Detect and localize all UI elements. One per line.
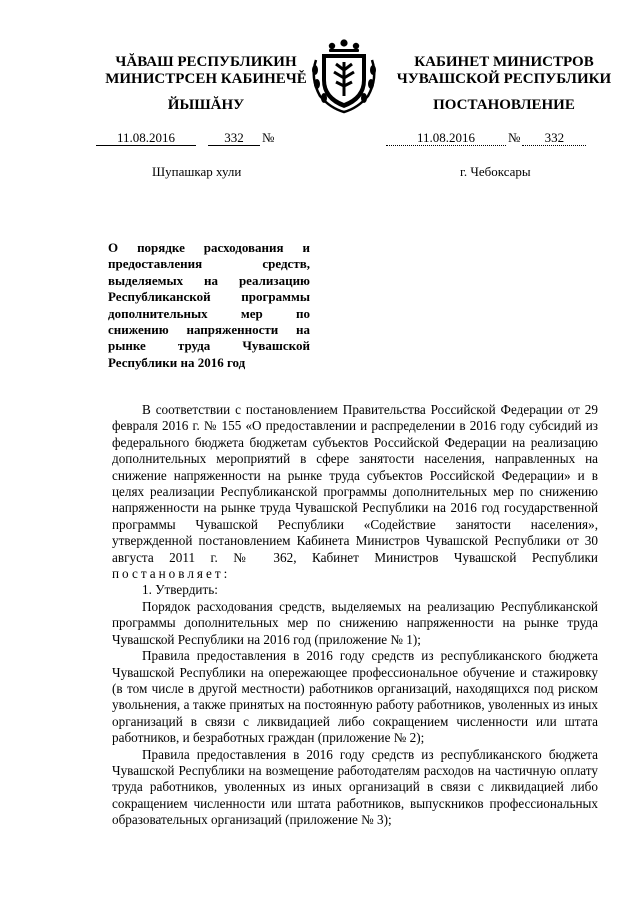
header-right-doctype: ПОСТАНОВЛЕНИЕ <box>433 97 575 113</box>
document-date-right: 11.08.2016 <box>386 130 506 146</box>
place-right: г. Чебоксары <box>460 164 531 179</box>
body-paragraph-2: 1. Утвердить: <box>142 582 218 598</box>
header-left-line2: МИНИСТРСЕН КАБИНЕЧĚ <box>105 71 307 87</box>
document-title: О порядке расходования и предоставления средств, выделяемых на реализацию Республиканской программы дополнительных мер по снижению напряженности на рынке труда Чувашской Республики на 2016 год <box>108 240 310 370</box>
header-right-line2: ЧУВАШСКОЙ РЕСПУБЛИКИ <box>396 71 612 87</box>
body-paragraph-1 <box>112 402 598 582</box>
document-date-left: 11.08.2016 <box>96 130 196 146</box>
header-left-doctype: ЙЫШĂНУ <box>167 97 245 113</box>
document-body <box>112 402 598 829</box>
body-paragraph-1-text: В соответствии с постановлением Правительства Российской Федерации от 29 февраля 2016 г. № 155 «О предоставлении и распределении в 2016 году субсидий из федерального бюджета бюджетам субъектов Российской Федерации на реализацию дополнительных мероприятий в сфере занятости населения, направленных на снижение напряженности на рынке труда субъектов Российской Федерации» и в целях реализации Республиканской программы дополнительных мер по снижению напряженности на рынке труда Чувашской Республики на 2016 год государственной программы Чувашской Республики «Содействие занятости населения», утвержденной постановлением Кабинета Министров Чувашской Республики от 30 августа 2011 г. № 362, Кабинет Министров Чувашской Республики <box>112 402 598 565</box>
document-number-left: 332 <box>208 130 260 146</box>
header-left-block <box>92 54 320 88</box>
number-line-right <box>386 130 586 146</box>
chuvash-coat-of-arms-icon <box>308 38 380 114</box>
header-right-line1: КАБИНЕТ МИНИСТРОВ <box>414 54 594 70</box>
number-sign-left: № <box>262 130 275 145</box>
body-paragraph-3: Порядок расходования средств, выделяемых на реализацию Республиканской программы дополнительных мер по снижению напряженности на рынке труда Чувашской Республики на 2016 год (приложение № 1); <box>112 598 598 647</box>
body-paragraph-5: Правила предоставления в 2016 году средств из республиканского бюджета Чувашской Республики на возмещение работодателям расходов на частичную оплату труда работников, уволенных из иных организаций в связи с ликвидацией либо сокращением численности или штата работников, выпускников профессиональных образовательных организаций (приложение № 3); <box>112 746 598 828</box>
body-paragraph-4: Правила предоставления в 2016 году средств из республиканского бюджета Чувашской Республики на опережающее профессиональное обучение и стажировку (в том числе в другой местности) работников организаций, находящихся под риском увольнения, а также принятых на постоянную работу работников, уволенных из иных организаций в связи с ликвидацией либо сокращением численности или штата работников, и безработных граждан (приложение № 2); <box>112 648 598 746</box>
header-left-line1: ЧĂВАШ РЕСПУБЛИКИН <box>115 54 297 70</box>
body-paragraph-1-decree: постановляет: <box>112 566 231 582</box>
place-left: Шупашкар хули <box>152 164 242 179</box>
number-line-left <box>96 130 276 146</box>
document-number-right: 332 <box>522 130 586 146</box>
header-right-block <box>378 54 630 88</box>
number-sign-right: № <box>508 130 521 145</box>
